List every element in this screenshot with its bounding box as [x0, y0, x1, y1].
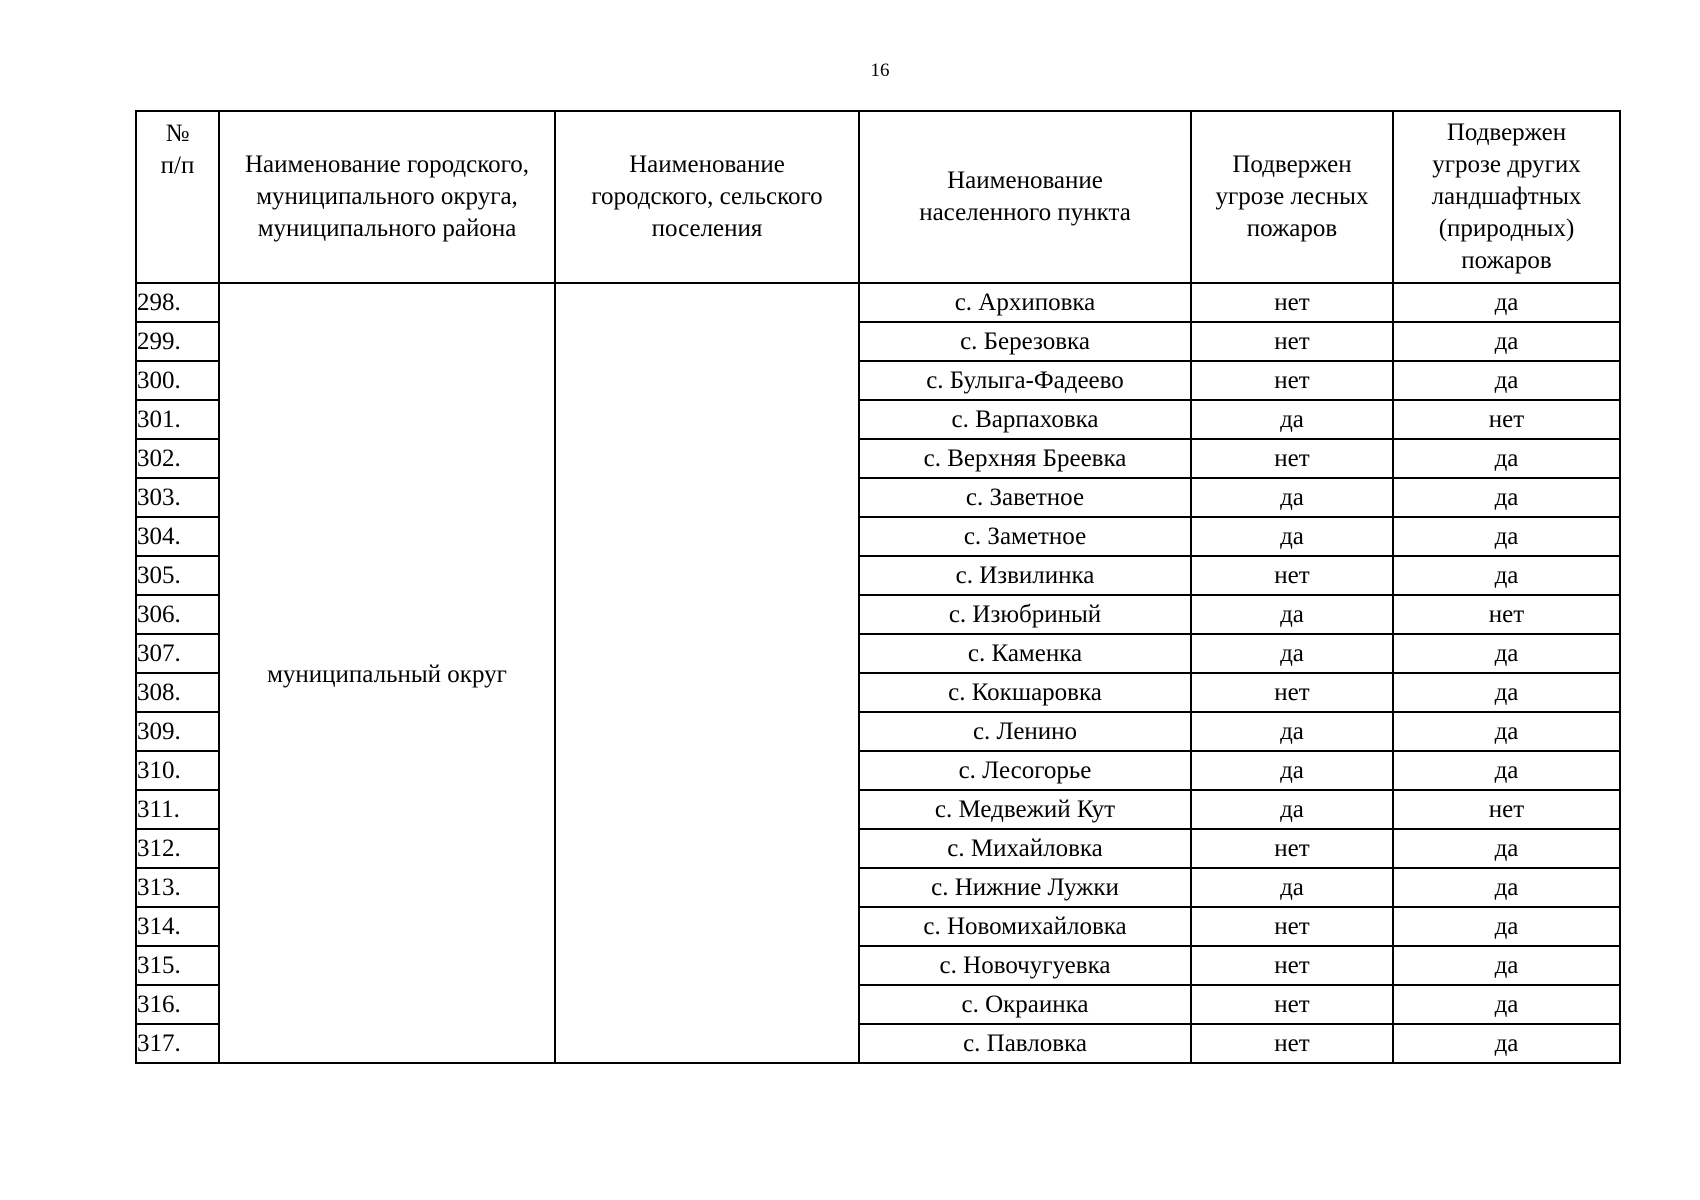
locality-name: с. Булыга-Фадеево — [859, 361, 1191, 400]
row-number: 315. — [136, 946, 219, 985]
locality-name: с. Михайловка — [859, 829, 1191, 868]
row-number: 299. — [136, 322, 219, 361]
landscape-fire-risk: да — [1393, 985, 1620, 1024]
locality-name: с. Заметное — [859, 517, 1191, 556]
settlements-fire-risk-table — [135, 110, 1621, 1064]
landscape-fire-risk: да — [1393, 556, 1620, 595]
locality-name: с. Новомихайловка — [859, 907, 1191, 946]
table-body — [136, 283, 1620, 1063]
locality-name: с. Заветное — [859, 478, 1191, 517]
landscape-fire-risk: да — [1393, 322, 1620, 361]
landscape-fire-risk: да — [1393, 517, 1620, 556]
row-number: 314. — [136, 907, 219, 946]
forest-fire-risk: да — [1191, 751, 1393, 790]
locality-name: с. Кокшаровка — [859, 673, 1191, 712]
landscape-fire-risk: да — [1393, 673, 1620, 712]
locality-name: с. Ленино — [859, 712, 1191, 751]
row-number: 298. — [136, 283, 219, 322]
landscape-fire-risk: да — [1393, 361, 1620, 400]
locality-name: с. Верхняя Бреевка — [859, 439, 1191, 478]
forest-fire-risk: да — [1191, 712, 1393, 751]
table-row — [136, 283, 1620, 322]
landscape-fire-risk: нет — [1393, 595, 1620, 634]
forest-fire-risk: да — [1191, 517, 1393, 556]
forest-fire-risk: нет — [1191, 322, 1393, 361]
header-landscape-fires: Подвержен угрозе других ландшафтных (природных) пожаров — [1393, 111, 1620, 283]
locality-name: с. Варпаховка — [859, 400, 1191, 439]
landscape-fire-risk: да — [1393, 907, 1620, 946]
row-number: 311. — [136, 790, 219, 829]
header-num: № п/п — [136, 111, 219, 283]
forest-fire-risk: нет — [1191, 439, 1393, 478]
forest-fire-risk: да — [1191, 634, 1393, 673]
landscape-fire-risk: да — [1393, 712, 1620, 751]
forest-fire-risk: нет — [1191, 829, 1393, 868]
row-number: 312. — [136, 829, 219, 868]
forest-fire-risk: да — [1191, 400, 1393, 439]
forest-fire-risk: нет — [1191, 361, 1393, 400]
forest-fire-risk: да — [1191, 868, 1393, 907]
locality-name: с. Новочугуевка — [859, 946, 1191, 985]
row-number: 313. — [136, 868, 219, 907]
row-number: 309. — [136, 712, 219, 751]
row-number: 317. — [136, 1024, 219, 1063]
forest-fire-risk: нет — [1191, 673, 1393, 712]
locality-name: с. Извилинка — [859, 556, 1191, 595]
forest-fire-risk: да — [1191, 595, 1393, 634]
locality-name: с. Архиповка — [859, 283, 1191, 322]
row-number: 300. — [136, 361, 219, 400]
row-number: 316. — [136, 985, 219, 1024]
locality-name: с. Березовка — [859, 322, 1191, 361]
district-cell — [219, 283, 555, 1063]
landscape-fire-risk: нет — [1393, 400, 1620, 439]
row-number: 303. — [136, 478, 219, 517]
locality-name: с. Изюбриный — [859, 595, 1191, 634]
table-header-row — [136, 111, 1620, 283]
row-number: 305. — [136, 556, 219, 595]
locality-name: с. Окраинка — [859, 985, 1191, 1024]
landscape-fire-risk: да — [1393, 751, 1620, 790]
landscape-fire-risk: да — [1393, 946, 1620, 985]
row-number: 301. — [136, 400, 219, 439]
locality-name: с. Павловка — [859, 1024, 1191, 1063]
row-number: 307. — [136, 634, 219, 673]
landscape-fire-risk: да — [1393, 478, 1620, 517]
landscape-fire-risk: нет — [1393, 790, 1620, 829]
landscape-fire-risk: да — [1393, 634, 1620, 673]
landscape-fire-risk: да — [1393, 829, 1620, 868]
forest-fire-risk: нет — [1191, 985, 1393, 1024]
district-name: муниципальный округ — [267, 661, 507, 688]
forest-fire-risk: нет — [1191, 946, 1393, 985]
landscape-fire-risk: да — [1393, 439, 1620, 478]
forest-fire-risk: да — [1191, 790, 1393, 829]
locality-name: с. Нижние Лужки — [859, 868, 1191, 907]
header-locality: Наименование населенного пункта — [859, 111, 1191, 283]
forest-fire-risk: нет — [1191, 556, 1393, 595]
page-number: 16 — [870, 60, 890, 81]
row-number: 306. — [136, 595, 219, 634]
header-district: Наименование городского, муниципального округа, муниципального района — [219, 111, 555, 283]
row-number: 310. — [136, 751, 219, 790]
landscape-fire-risk: да — [1393, 868, 1620, 907]
landscape-fire-risk: да — [1393, 1024, 1620, 1063]
locality-name: с. Каменка — [859, 634, 1191, 673]
row-number: 304. — [136, 517, 219, 556]
forest-fire-risk: нет — [1191, 283, 1393, 322]
header-settlement: Наименование городского, сельского поселения — [555, 111, 859, 283]
forest-fire-risk: нет — [1191, 907, 1393, 946]
locality-name: с. Лесогорье — [859, 751, 1191, 790]
header-forest-fires: Подвержен угрозе лесных пожаров — [1191, 111, 1393, 283]
forest-fire-risk: нет — [1191, 1024, 1393, 1063]
settlement-cell — [555, 283, 859, 1063]
row-number: 302. — [136, 439, 219, 478]
landscape-fire-risk: да — [1393, 283, 1620, 322]
forest-fire-risk: да — [1191, 478, 1393, 517]
locality-name: с. Медвежий Кут — [859, 790, 1191, 829]
row-number: 308. — [136, 673, 219, 712]
